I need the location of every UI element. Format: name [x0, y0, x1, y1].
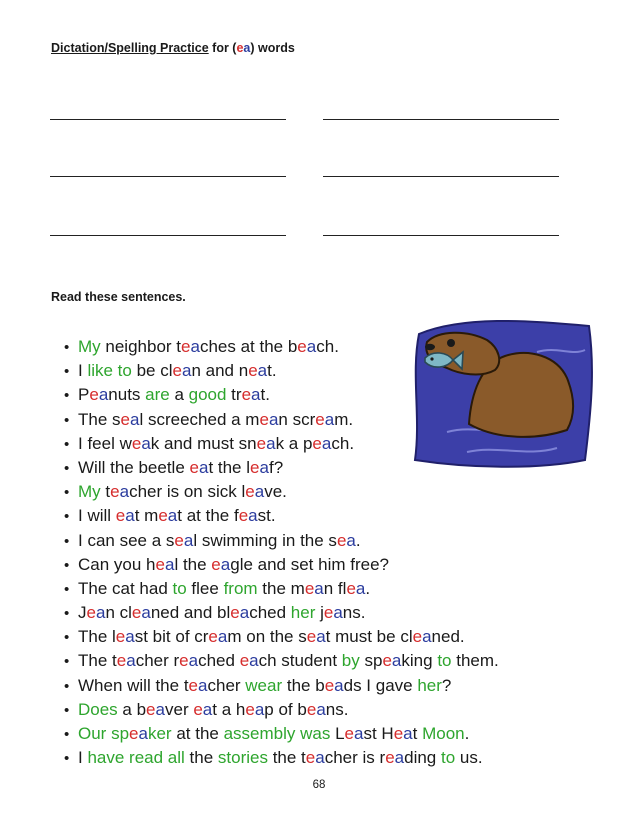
sentence-text-segment: e [241, 385, 252, 405]
sentence-text-segment: a [125, 627, 135, 647]
sentence-text-segment: e [393, 724, 404, 743]
sentence-text-segment: a [138, 724, 148, 743]
bullet-icon: • [64, 532, 70, 550]
heading-letter-e: e [236, 41, 244, 55]
dictation-blank-line [50, 176, 286, 177]
sentence-text-segment: wear [245, 675, 283, 695]
sentence-text-segment: t the l [208, 457, 251, 477]
sentence-text-segment: a [324, 409, 335, 429]
sentence-text-segment: k and must sn [150, 433, 257, 453]
sentence-text-segment: e [181, 337, 191, 356]
sentence-text-segment: The l [78, 627, 116, 647]
sentence-text-segment: a [202, 699, 213, 719]
bullet-icon: • [64, 459, 70, 477]
sentence-text-segment: gle and set him free? [230, 554, 389, 574]
sentence-item [64, 456, 499, 480]
sentence-text-segment: by [341, 651, 360, 671]
dictation-blank-line [323, 235, 559, 236]
sentence-text-segment: us. [455, 748, 483, 768]
sentence-text-segment: e [115, 627, 126, 647]
sentence-item [64, 649, 499, 673]
sentence-text-segment: e [239, 651, 250, 671]
sentence-text-segment: e [346, 578, 356, 598]
sentence-text-segment: a [268, 409, 279, 429]
bullet-icon: • [64, 411, 70, 429]
sentence-text-segment: e [131, 433, 142, 453]
sentence-text-segment: e [245, 482, 255, 502]
sentence-text-segment: to [441, 748, 456, 768]
sentence-text-segment: . [355, 530, 361, 550]
sentence-text-segment: The cat had [78, 578, 173, 598]
sentence-text-segment: ched [249, 603, 291, 623]
sentence-text-segment: . [464, 724, 470, 743]
sentence-text-segment: cher is on sick l [129, 482, 246, 502]
sentence-text-segment: ch. [316, 337, 339, 356]
sentence-text-segment: st bit of cr [134, 627, 209, 647]
sentence-text-segment: I can see a s [78, 530, 175, 550]
sentence-text-segment: her [290, 603, 316, 623]
sentence-text-segment: ds I gave [343, 675, 418, 695]
sentence-text-segment: e [248, 361, 258, 381]
bullet-icon: • [64, 339, 70, 356]
sentence-text-segment: a [141, 603, 151, 623]
sentence-item [64, 359, 499, 383]
sentence-item [64, 698, 499, 722]
sentence-text-segment: ch student [258, 651, 342, 671]
heading-underlined: Dictation/Spelling Practice [51, 41, 209, 55]
sentence-text-segment: I [78, 361, 88, 381]
sentence-text-segment: e [304, 578, 315, 598]
sentence-text-segment: l the [174, 554, 212, 574]
sentence-text-segment: J [78, 603, 87, 623]
sentence-list [64, 335, 499, 770]
sentence-text-segment: neighbor t [100, 337, 182, 356]
sentence-text-segment: a [217, 627, 228, 647]
sentence-text-segment: e [155, 554, 165, 574]
sentence-text-segment: e [315, 409, 325, 429]
sentence-text-segment: a [254, 699, 265, 719]
sentence-text-segment: m. [334, 409, 354, 429]
sentence-text-segment: st H [363, 724, 394, 743]
sentence-item [64, 625, 499, 649]
sentence-text-segment: e [323, 603, 334, 623]
bullet-icon: • [64, 629, 70, 647]
sentence-text-segment: a [391, 651, 402, 671]
sentence-text-segment: from [223, 578, 258, 598]
sentence-text-segment: e [297, 337, 307, 356]
sentence-text-segment: a [251, 385, 261, 405]
sentence-item [64, 504, 499, 528]
sentence-text-segment: stories [217, 748, 268, 768]
sentence-text-segment: ns. [325, 699, 349, 719]
sentence-text-segment: ve. [264, 482, 287, 502]
sentence-text-segment: her [417, 675, 442, 695]
sentence-text-segment: ned and bl [150, 603, 231, 623]
bullet-icon: • [64, 484, 70, 502]
sentence-text-segment: t must be cl [325, 627, 413, 647]
sentence-text-segment: ? [441, 675, 452, 695]
sentence-text-segment: a [249, 651, 259, 671]
sentence-text-segment: I feel w [78, 433, 132, 453]
sentence-text-segment: a [181, 361, 192, 381]
sentence-text-segment: k a p [275, 433, 313, 453]
sentence-text-segment: e [129, 724, 139, 743]
sentence-text-segment: a [333, 603, 343, 623]
sentence-text-segment: t m [134, 506, 159, 526]
sentence-text-segment: n fl [323, 578, 347, 598]
sentence-text-segment: e [412, 627, 423, 647]
dictation-blank-line [323, 176, 559, 177]
sentence-text-segment: e [250, 457, 260, 477]
sentence-text-segment: a [130, 409, 140, 429]
sentence-text-segment: t [412, 724, 423, 743]
sentence-item [64, 553, 499, 577]
bullet-icon: • [64, 726, 70, 743]
sentence-text-segment: a [257, 361, 268, 381]
sentence-text-segment: like to [87, 361, 132, 381]
sentence-text-segment: a [95, 603, 106, 623]
sentence-text-segment: good [188, 385, 227, 405]
heading-end: ) words [250, 41, 295, 55]
bullet-icon: • [64, 701, 70, 719]
sentence-text-segment: e [189, 457, 199, 477]
sentence-text-segment: a [169, 385, 189, 405]
sentence-text-segment: the t [267, 748, 306, 768]
bullet-icon: • [64, 653, 70, 671]
sentence-text-segment: cher r [135, 651, 180, 671]
dictation-blank-line [323, 119, 559, 120]
sentence-item [64, 432, 499, 456]
sentence-text-segment: ver [164, 699, 194, 719]
sentence-text-segment: king [401, 651, 438, 671]
sentence-text-segment: sp [106, 724, 130, 743]
sentence-text-segment: e [245, 699, 255, 719]
sentence-text-segment: e [230, 603, 240, 623]
sentence-item [64, 746, 499, 770]
sentence-text-segment: a [248, 506, 258, 526]
sentence-text-segment: Moon [422, 724, 465, 743]
sentence-text-segment: e [131, 603, 142, 623]
sentence-text-segment: a [119, 482, 130, 502]
sentence-item [64, 529, 499, 553]
sentence-text-segment: a [126, 651, 136, 671]
sentence-text-segment: f? [268, 457, 284, 477]
sentence-text-segment: at the [171, 724, 224, 743]
sentence-text-segment: e [89, 385, 99, 405]
sentence-text-segment: e [306, 699, 317, 719]
sentence-text-segment: e [158, 506, 168, 526]
sentence-text-segment: a [403, 724, 413, 743]
sentence-text-segment: e [110, 482, 120, 502]
sentence-text-segment: ch. [331, 433, 355, 453]
worksheet-heading [51, 41, 295, 55]
heading-letter-a: a [243, 41, 251, 55]
sentence-text-segment: cher is r [324, 748, 386, 768]
sentence-text-segment: a [315, 748, 325, 768]
sentence-text-segment: e [382, 651, 392, 671]
dictation-blank-line [50, 235, 286, 236]
sentence-text-segment: a [266, 433, 276, 453]
sentence-item [64, 577, 499, 601]
bullet-icon: • [64, 363, 70, 381]
sentence-text-segment: flee [186, 578, 224, 598]
sentence-text-segment: a [141, 433, 151, 453]
bullet-icon: • [64, 605, 70, 623]
sentence-text-segment: a [167, 506, 178, 526]
sentence-text-segment: t. [260, 385, 270, 405]
sentence-text-segment: a [183, 530, 194, 550]
bullet-icon: • [64, 750, 70, 768]
sentence-text-segment: sp [359, 651, 383, 671]
sentence-text-segment: ched [198, 651, 240, 671]
sentence-text-segment: them. [451, 651, 499, 671]
sentence-text-segment: e [259, 409, 269, 429]
sentence-text-segment: e [208, 627, 218, 647]
sentence-text-segment: e [324, 675, 335, 695]
sentence-text-segment: a [188, 651, 199, 671]
sentence-text-segment: a [198, 457, 209, 477]
sentence-text-segment: a [239, 603, 250, 623]
sentence-text-segment: e [188, 675, 199, 695]
sentence-text-segment: t. [267, 361, 277, 381]
dictation-blank-line [50, 119, 286, 120]
sentence-text-segment: a [316, 627, 326, 647]
sentence-text-segment: e [193, 699, 203, 719]
sentence-text-segment: the b [282, 675, 325, 695]
sentence-text-segment: When will the t [78, 675, 189, 695]
sentence-text-segment: a [198, 675, 208, 695]
sentence-text-segment: a [306, 337, 317, 356]
bullet-icon: • [64, 580, 70, 598]
bullet-icon: • [64, 387, 70, 405]
sentence-text-segment: t a h [212, 699, 246, 719]
sentence-text-segment: a [314, 578, 324, 598]
sentence-text-segment: j [315, 603, 324, 623]
sentence-text-segment: e [256, 433, 267, 453]
sentence-text-segment: e [179, 651, 189, 671]
sentence-text-segment: Our [78, 724, 107, 743]
sentence-text-segment: m on the s [227, 627, 307, 647]
heading-middle: for ( [208, 41, 237, 55]
sentence-text-segment: e [305, 748, 316, 768]
sentence-text-segment: The t [78, 651, 117, 671]
sentence-text-segment: st. [257, 506, 276, 526]
sentence-text-segment: the m [257, 578, 305, 598]
sentence-text-segment: assembly was [223, 724, 331, 743]
sentence-text-segment: l swimming in the s [193, 530, 337, 550]
sentence-text-segment: have read all [87, 748, 185, 768]
page-number: 68 [312, 779, 326, 791]
sentence-text-segment: n cl [105, 603, 132, 623]
sentence-text-segment: tr [226, 385, 242, 405]
sentence-text-segment: a [422, 627, 432, 647]
sentence-text-segment: to [172, 578, 187, 598]
sentence-text-segment: L [330, 724, 345, 743]
sentence-text-segment: n and n [191, 361, 249, 381]
read-sentences-title: Read these sentences. [51, 290, 186, 304]
sentence-item [64, 335, 499, 359]
sentence-text-segment: e [344, 724, 354, 743]
sentence-item [64, 408, 499, 432]
sentence-text-segment: P [78, 385, 90, 405]
sentence-text-segment: e [385, 748, 395, 768]
bullet-icon: • [64, 435, 70, 453]
sentence-text-segment: . [365, 578, 371, 598]
sentence-text-segment: e [115, 506, 126, 526]
sentence-text-segment: The s [78, 409, 121, 429]
sentence-text-segment: a [220, 554, 231, 574]
sentence-text-segment: a [259, 457, 269, 477]
sentence-text-segment: e [146, 699, 156, 719]
sentence-text-segment: e [174, 530, 184, 550]
sentence-text-segment: e [172, 361, 182, 381]
sentence-text-segment: e [211, 554, 221, 574]
bullet-icon: • [64, 677, 70, 695]
sentence-text-segment: ker [147, 724, 172, 743]
sentence-text-segment: e [336, 530, 347, 550]
sentence-text-segment: I [78, 748, 88, 768]
sentence-item [64, 480, 499, 504]
sentence-item [64, 674, 499, 698]
sentence-text-segment: ned. [431, 627, 465, 647]
sentence-text-segment: nuts [108, 385, 146, 405]
sentence-text-segment: a [164, 554, 175, 574]
sentence-text-segment: e [238, 506, 249, 526]
sentence-text-segment: t [100, 482, 111, 502]
sentence-text-segment: a [155, 699, 165, 719]
sentence-text-segment: My [78, 482, 101, 502]
sentence-text-segment: a [190, 337, 200, 356]
sentence-text-segment: to [437, 651, 452, 671]
sentence-text-segment: a [125, 506, 135, 526]
sentence-text-segment: a b [117, 699, 147, 719]
sentence-text-segment: Can you h [78, 554, 156, 574]
bullet-icon: • [64, 508, 70, 526]
sentence-text-segment: Does [78, 699, 118, 719]
sentence-text-segment: ns. [342, 603, 366, 623]
sentence-text-segment: e [312, 433, 322, 453]
sentence-text-segment: a [254, 482, 265, 502]
sentence-text-segment: a [346, 530, 356, 550]
sentence-text-segment: e [86, 603, 96, 623]
sentence-text-segment: the [184, 748, 218, 768]
sentence-text-segment: e [306, 627, 317, 647]
sentence-text-segment: a [316, 699, 326, 719]
sentence-text-segment: Will the beetle [78, 457, 190, 477]
sentence-text-segment: l screeched a m [139, 409, 260, 429]
sentence-text-segment: My [78, 337, 101, 356]
sentence-text-segment: a [354, 724, 364, 743]
bullet-icon: • [64, 556, 70, 574]
sentence-item [64, 722, 499, 746]
sentence-text-segment: e [116, 651, 127, 671]
sentence-text-segment: a [394, 748, 405, 768]
sentence-text-segment: I will [78, 506, 116, 526]
sentence-text-segment: a [98, 385, 109, 405]
sentence-text-segment: a [355, 578, 366, 598]
sentence-item [64, 383, 499, 407]
sentence-text-segment: ches at the b [199, 337, 298, 356]
sentence-text-segment: a [334, 675, 344, 695]
sentence-text-segment: be cl [131, 361, 173, 381]
sentence-text-segment: ding [404, 748, 441, 768]
sentence-text-segment: t at the f [177, 506, 239, 526]
sentence-text-segment: are [145, 385, 170, 405]
sentence-text-segment: n scr [278, 409, 316, 429]
sentence-text-segment: e [120, 409, 130, 429]
sentence-item [64, 601, 499, 625]
sentence-text-segment: a [321, 433, 332, 453]
sentence-text-segment: cher [207, 675, 246, 695]
sentence-text-segment: p of b [264, 699, 307, 719]
